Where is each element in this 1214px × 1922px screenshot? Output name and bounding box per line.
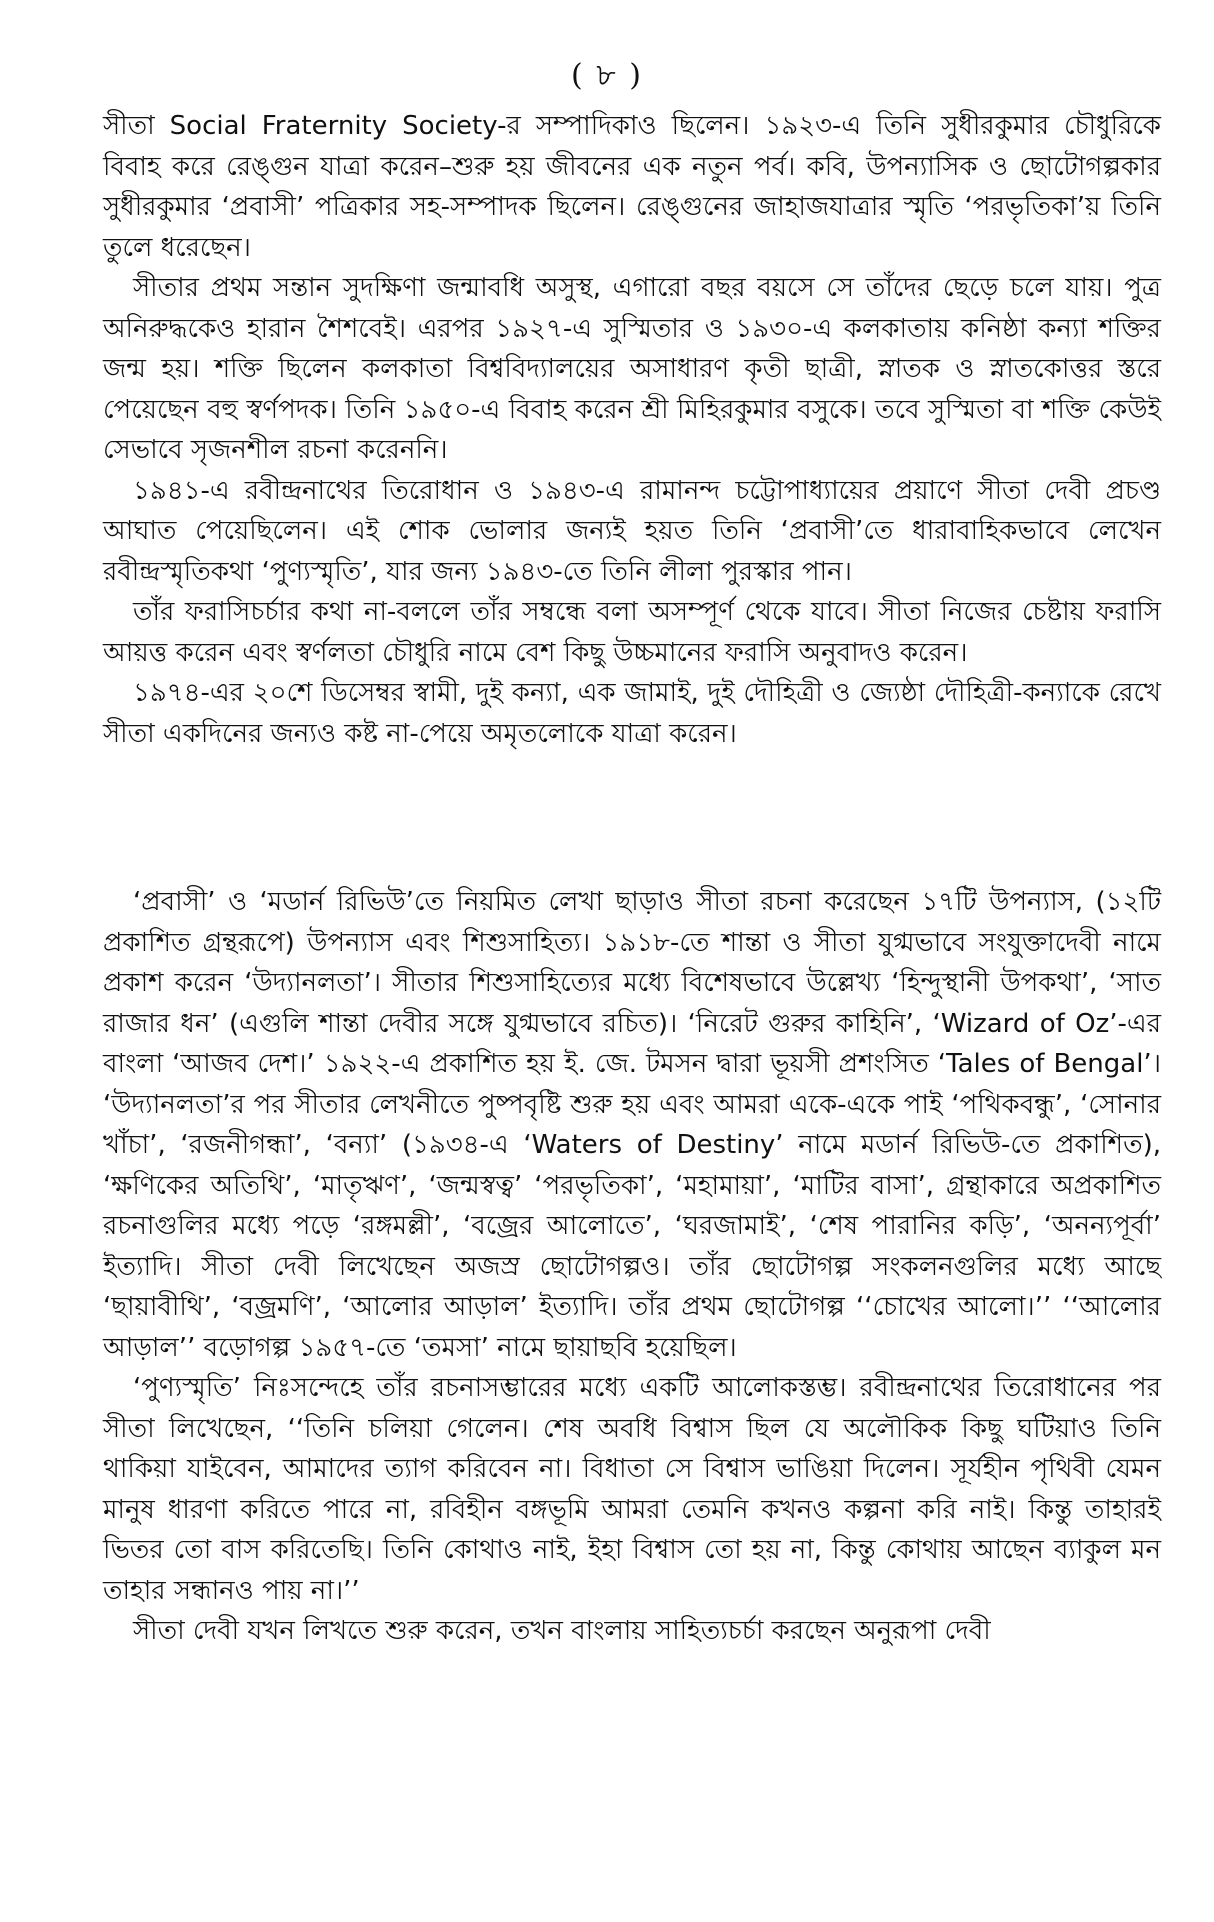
paragraph: সীতা দেবী যখন লিখতে শুরু করেন, তখন বাংলায় সাহিত্যচর্চা করছেন অনুরূপা দেবী: [133, 1616, 991, 1646]
paragraph: সীতার প্রথম সন্তান সুদক্ষিণা জন্মাবধি অসুস্থ, এগারো বছর বয়সে সে তাঁদের ছেড়ে চলে যায়। পুত্র অনিরুদ্ধকেও হারান শৈশবেই। এরপর ১৯২৭-এ সুস্মিতার ও ১৯৩০-এ কলকাতায় কনিষ্ঠা কন্যা শক্তির জন্ম হয়। শক্তি ছিলেন কলকাতা বিশ্ববিদ্যালয়ের অসাধারণ কৃতী ছাত্রী, স্নাতক ও স্নাতকোত্তর স্তরে পেয়েছেন বহু স্বর্ণপদক। তিনি ১৯৫০-এ বিবাহ করেন শ্রী মিহিরকুমার বসুকে। তবে সুস্মিতা বা শক্তি কেউই সেভাবে সৃজনশীল রচনা করেননি।: [103, 273, 1161, 465]
section-1: [103, 106, 1161, 754]
paragraph: ‘পুণ্যস্মৃতি’ নিঃসন্দেহে তাঁর রচনাসম্ভারের মধ্যে একটি আলোকস্তম্ভ। রবীন্দ্রনাথের তিরোধানের পর সীতা লিখেছেন, ‘‘তিনি চলিয়া গেলেন। শেষ অবধি বিশ্বাস ছিল যে অলৌকিক কিছু ঘটিয়াও তিনি থাকিয়া যাইবেন, আমাদের ত্যাগ করিবেন না। বিধাতা সে বিশ্বাস ভাঙিয়া দিলেন। সূর্যহীন পৃথিবী যেমন মানুষ ধারণা করিতে পারে না, রবিহীন বঙ্গভূমি আমরা তেমনি কখনও কল্পনা করি নাই। কিন্তু তাহারই ভিতর তো বাস করিতেছি। তিনি কোথাও নাই, ইহা বিশ্বাস তো হয় না, কিন্তু কোথায় আছেন ব্যাকুল মন তাহার সন্ধানও পায় না।’’: [103, 1373, 1161, 1606]
page-number: ( ৮ ): [571, 58, 643, 93]
paragraph: ‘প্রবাসী’ ও ‘মডার্ন রিভিউ’তে নিয়মিত লেখা ছাড়াও সীতা রচনা করেছেন ১৭টি উপন্যাস, (১২টি প্রকাশিত গ্রন্থরূপে) উপন্যাস এবং শিশুসাহিত্য। ১৯১৮-তে শান্তা ও সীতা যুগ্মভাবে সংযুক্তাদেবী নামে প্রকাশ করেন ‘উদ্যানলতা’। সীতার শিশুসাহিত্যের মধ্যে বিশেষভাবে উল্লেখ্য ‘হিন্দুস্থানী উপকথা’, ‘সাত রাজার ধন’ (এগুলি শান্তা দেবীর সঙ্গে যুগ্মভাবে রচিত)। ‘নিরেট গুরুর কাহিনি’, ‘Wizard of Oz’-এর বাংলা ‘আজব দেশ।’ ১৯২২-এ প্রকাশিত হয় ই. জে. টমসন দ্বারা ভূয়সী প্রশংসিত ‘Tales of Bengal’। ‘উদ্যানলতা’র পর সীতার লেখনীতে পুষ্পবৃষ্টি শুরু হয় এবং আমরা একে-একে পাই ‘পথিকবন্ধু’, ‘সোনার খাঁচা’, ‘রজনীগন্ধা’, ‘বন্যা’ (১৯৩৪-এ ‘Waters of Destiny’ নামে মডার্ন রিভিউ-তে প্রকাশিত), ‘ক্ষণিকের অতিথি’, ‘মাতৃঋণ’, ‘জন্মস্বত্ব’ ‘পরভৃতিকা’, ‘মহামায়া’, ‘মাটির বাসা’, গ্রন্থাকারে অপ্রকাশিত রচনাগুলির মধ্যে পড়ে ‘রঙ্গমল্লী’, ‘বজ্রের আলোতে’, ‘ঘরজামাই’, ‘শেষ পারানির কড়ি’, ‘অনন্যপূর্বা’ ইত্যাদি। সীতা দেবী লিখেছেন অজস্র ছোটোগল্পও। তাঁর ছোটোগল্প সংকলনগুলির মধ্যে আছে ‘ছায়াবীথি’, ‘বজ্রমণি’, ‘আলোর আড়াল’ ইত্যাদি। তাঁর প্রথম ছোটোগল্প ‘‘চোখের আলো।’’ ‘‘আলোর আড়াল’’ বড়োগল্প ১৯৫৭-তে ‘তমসা’ নামে ছায়াছবি হয়েছিল।: [103, 887, 1161, 1363]
paragraph: ১৯৪১-এ রবীন্দ্রনাথের তিরোধান ও ১৯৪৩-এ রামানন্দ চট্টোপাধ্যায়ের প্রয়াণে সীতা দেবী প্রচণ্ড আঘাত পেয়েছিলেন। এই শোক ভোলার জন্যই হয়ত তিনি ‘প্রবাসী’তে ধারাবাহিকভাবে লেখেন রবীন্দ্রস্মৃতিকথা ‘পুণ্যস্মৃতি’, যার জন্য ১৯৪৩-তে তিনি লীলা পুরস্কার পান।: [103, 475, 1161, 587]
section-2: [103, 882, 1161, 1652]
paragraph: সীতা Social Fraternity Society-র সম্পাদিকাও ছিলেন। ১৯২৩-এ তিনি সুধীরকুমার চৌধুরিকে বিবাহ করে রেঙ্গুন যাত্রা করেন–শুরু হয় জীবনের এক নতুন পর্ব। কবি, উপন্যাসিক ও ছোটোগল্পকার সুধীরকুমার ‘প্রবাসী’ পত্রিকার সহ-সম্পাদক ছিলেন। রেঙ্গুনের জাহাজযাত্রার স্মৃতি ‘পরভৃতিকা’য় তিনি তুলে ধরেছেন।: [103, 111, 1161, 263]
paragraph: তাঁর ফরাসিচর্চার কথা না-বললে তাঁর সম্বন্ধে বলা অসম্পূর্ণ থেকে যাবে। সীতা নিজের চেষ্টায় ফরাসি আয়ত্ত করেন এবং স্বর্ণলতা চৌধুরি নামে বেশ কিছু উচ্চমানের ফরাসি অনুবাদও করেন।: [103, 597, 1161, 668]
paragraph: ১৯৭৪-এর ২০শে ডিসেম্বর স্বামী, দুই কন্যা, এক জামাই, দুই দৌহিত্রী ও জ্যেষ্ঠা দৌহিত্রী-কন্যাকে রেখে সীতা একদিনের জন্যও কষ্ট না-পেয়ে অমৃতলোকে যাত্রা করেন।: [103, 678, 1161, 749]
